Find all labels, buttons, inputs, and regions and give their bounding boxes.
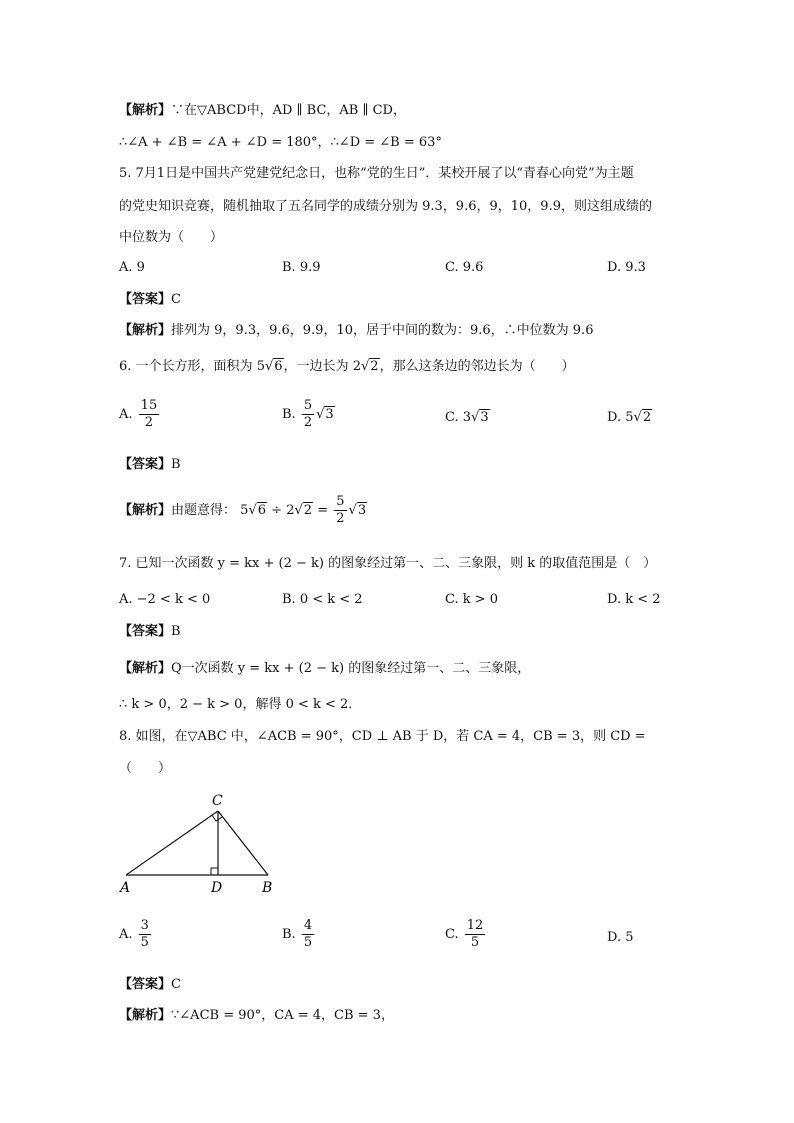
q6-opt-d-coef: 5	[625, 410, 634, 425]
q8-opt-b-num: 4	[303, 918, 313, 933]
q5-answer-value: C	[171, 292, 181, 307]
q6-an-rad2: 2	[303, 503, 313, 518]
q8-opt-b-label: B.	[282, 927, 296, 942]
q5-stem-line-2: 的党史知识竞赛，随机抽取了五名同学的成绩分别为 9.3，9.6，9，10，9.9，则这组成绩的	[119, 199, 652, 214]
q8-opt-c-label: C.	[445, 927, 459, 942]
q6-side-rad: 2	[370, 359, 379, 374]
analysis-label: 【解析】	[119, 323, 172, 338]
q8-option-d: D. 5	[607, 930, 634, 945]
answer-label: 【答案】	[119, 977, 172, 992]
q6-an-rad1: 6	[257, 503, 267, 518]
q6-option-a	[119, 398, 161, 431]
q8-opt-c-frac	[465, 918, 486, 951]
q8-stem-line-1: 8. 如图，在▽ABC 中，∠ACB = 90°，CD ⊥ AB 于 D，若 CA = 4，CB = 3，则 CD =	[119, 729, 646, 744]
q8-option-a	[119, 918, 153, 951]
answer-label: 【答案】	[119, 457, 172, 472]
q6-an-eq: =	[317, 503, 329, 518]
q6-opt-d-rad: 2	[642, 410, 652, 425]
q5-option-c: C. 9.6	[445, 260, 484, 275]
q6-area-rad: 6	[274, 359, 283, 374]
q6-stem-b: ，一边长为	[283, 359, 349, 374]
q6-area-sqrt: 5√6	[256, 359, 283, 374]
q7-answer-value: B	[171, 624, 181, 639]
q8-opt-b-frac	[302, 918, 314, 951]
q6-an-coef2: 2	[286, 503, 295, 518]
segment-ac	[126, 811, 218, 875]
vertex-a-label: A	[120, 880, 131, 896]
q8-opt-b-den: 5	[303, 935, 313, 950]
q6-side-coef: 2	[352, 359, 361, 374]
q7-analysis-1	[119, 660, 530, 678]
analysis-label: 【解析】	[119, 103, 172, 118]
q6-opt-a-frac	[139, 398, 160, 431]
analysis-label: 【解析】	[119, 661, 172, 676]
q6-stem-a: 6. 一个长方形，面积为	[119, 359, 253, 374]
q8-opt-c-num: 12	[466, 918, 484, 933]
vertex-c-label: C	[212, 793, 223, 809]
q5-option-b: B. 9.9	[282, 260, 321, 275]
analysis-label: 【解析】	[119, 503, 172, 518]
q7-stem: 7. 已知一次函数 y = kx + (2 − k) 的图象经过第一、二、三象限，则 k 的取值范围是（ ）	[119, 556, 657, 571]
q6-an-den: 2	[336, 511, 345, 526]
q6-opt-c-rad: 3	[480, 410, 489, 425]
q6-opt-b-num: 5	[303, 398, 313, 413]
q6-analysis-a: 由题意得：	[171, 503, 237, 518]
q8-opt-a-den: 5	[140, 935, 149, 950]
q6-opt-c-coef: 3	[462, 410, 472, 425]
q4-analysis-line-2: ∴∠A + ∠B = ∠A + ∠D = 180°，∴∠D = ∠B = 63°	[119, 135, 442, 150]
q6-option-d: D. 5√2	[607, 410, 652, 425]
q6-analysis: 【解析】由题意得： 5√6 ÷ 2√2 = $\frac{5}{2}$ √3	[119, 494, 367, 526]
q5-answer	[119, 291, 181, 309]
q6-opt-b-label: B.	[282, 407, 296, 422]
segment-cb	[218, 811, 268, 875]
analysis-label: 【解析】	[119, 1008, 172, 1023]
q6-stem	[119, 358, 575, 376]
q8-stem-line-2: （ ）	[119, 761, 172, 776]
answer-label: 【答案】	[119, 292, 172, 307]
q6-option-c: C. 3√3	[445, 410, 489, 425]
q8-opt-a-num: 3	[140, 918, 149, 933]
q8-answer	[119, 976, 181, 994]
q6-an-coef1: 5	[240, 503, 249, 518]
q8-opt-a-label: A.	[119, 927, 133, 942]
q6-opt-d-label: D.	[607, 410, 622, 425]
q8-option-c	[445, 918, 487, 951]
q7-answer	[119, 623, 181, 641]
answer-label: 【答案】	[119, 624, 172, 639]
q6-answer-value: B	[171, 457, 181, 472]
q6-opt-b-frac	[302, 398, 314, 431]
vertex-b-label: B	[262, 880, 273, 896]
q8-answer-value: C	[171, 977, 181, 992]
q5-analysis	[119, 322, 593, 340]
q7-option-a: A. −2 < k < 0	[119, 592, 211, 607]
q6-opt-b-rad: 3	[325, 407, 334, 422]
q6-option-b: B. $\frac{5}{2}$ √3	[282, 398, 334, 430]
q6-an-num: 5	[336, 494, 345, 509]
q6-an-rad3: 3	[357, 503, 367, 518]
q8-triangle-figure	[112, 790, 292, 900]
q5-stem-line-3: 中位数为（ ）	[119, 230, 224, 245]
q7-analysis-text-1: Q一次函数 y = kx + (2 − k) 的图象经过第一、二、三象限，	[171, 661, 531, 676]
q8-opt-a-frac	[139, 918, 151, 951]
q5-stem-line-1: 5. 7月1日是中国共产党建党纪念日，也称“党的生日”．某校开展了以“青春心向党”为主题	[119, 166, 634, 181]
q7-option-b: B. 0 < k < 2	[282, 592, 363, 607]
q6-answer	[119, 456, 181, 474]
q6-opt-a-den: 2	[144, 415, 154, 430]
q6-area-coef: 5	[256, 359, 265, 374]
q8-opt-c-den: 5	[470, 935, 480, 950]
right-angle-mark-c	[212, 815, 222, 821]
q6-an-op: ÷	[271, 503, 283, 518]
q5-option-d: D. 9.3	[607, 260, 646, 275]
q4-analysis-text-1: ∵在▽ABCD中，AD ∥ BC，AB ∥ CD，	[171, 103, 406, 118]
vertex-d-label: D	[211, 880, 223, 896]
q6-an-frac	[334, 494, 346, 527]
q5-analysis-text: 排列为 9，9.3，9.6，9.9，10，居于中间的数为：9.6，∴中位数为 9.6	[171, 323, 594, 338]
q6-opt-a-label: A.	[119, 407, 133, 422]
q5-option-a: A. 9	[119, 260, 145, 275]
q6-opt-c-label: C.	[445, 410, 459, 425]
q8-analysis-text: ∵∠ACB = 90°，CA = 4，CB = 3，	[171, 1008, 394, 1023]
q6-stem-c: ，那么这条边的邻边长为（ ）	[379, 359, 575, 374]
q8-option-b	[282, 918, 316, 951]
q7-option-c: C. k > 0	[445, 592, 499, 607]
q7-option-d: D. k < 2	[607, 592, 661, 607]
q6-opt-a-num: 15	[140, 398, 158, 413]
q4-analysis-line-1	[119, 102, 406, 120]
q6-opt-b-den: 2	[303, 415, 313, 430]
right-angle-mark-d	[211, 868, 218, 875]
q8-analysis	[119, 1007, 394, 1025]
q7-analysis-2: ∴ k > 0，2 − k > 0，解得 0 < k < 2．	[119, 697, 362, 712]
q6-side-sqrt: 2√2	[352, 359, 379, 374]
